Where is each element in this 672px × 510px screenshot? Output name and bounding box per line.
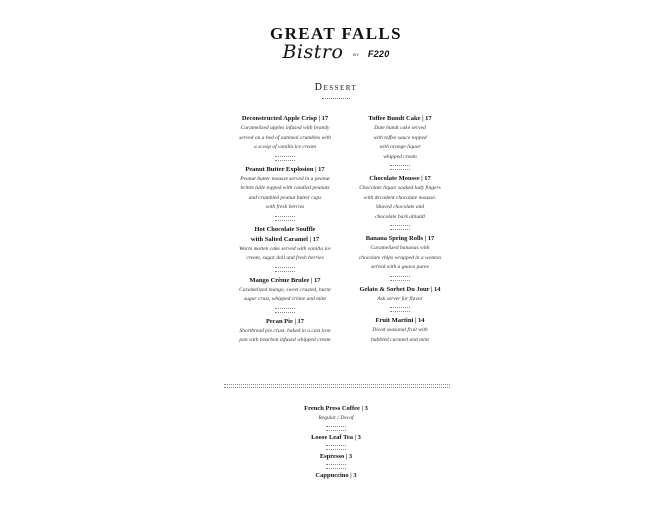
beverage-item: [236, 433, 436, 443]
item-divider: [390, 165, 410, 170]
item-description: Warm molten cake served with vanilla ice: [239, 245, 331, 252]
item-description: bubbled caramel and mint: [371, 336, 429, 343]
item-description: Chocolate liquor soaked lady fingers: [359, 185, 441, 191]
section-separator: [224, 384, 450, 388]
item-description: with decadent chocolate mousse.: [363, 194, 437, 201]
item-divider: [390, 276, 410, 281]
section-title: Dessert: [314, 82, 358, 93]
item-divider: [326, 426, 346, 431]
beverage-item: [236, 452, 436, 462]
item-description: Diced seasonal fruit with: [372, 327, 428, 333]
dessert-column-right: [340, 114, 460, 345]
menu-item: [340, 174, 460, 222]
item-description: with fresh berries: [265, 204, 305, 210]
item-name: with Salted Caramel | 17: [250, 235, 320, 243]
item-divider: [390, 225, 410, 230]
item-name: Chocolate Mousse | 17: [369, 175, 431, 182]
item-divider: [326, 445, 346, 450]
item-description: and crumbled peanut butter cups: [248, 194, 322, 201]
item-description: pan with bourbon infused whipped cream: [239, 337, 331, 343]
item-name: Cappuccino | 3: [315, 471, 357, 479]
logo-title: GREAT FALLS: [269, 24, 403, 43]
beverage-item: [236, 404, 436, 424]
item-description: Date bundt cake served: [374, 125, 426, 131]
item-description: Shortbread pie crust, baked in a cast iron: [239, 327, 331, 334]
item-description: with orange liquor: [379, 144, 421, 150]
item-name: Hot Chocolate Souffle: [254, 225, 316, 233]
beverage-list: [236, 404, 436, 481]
item-description: Caramelized mango, sweet crusted, burnt: [239, 286, 331, 293]
section-divider: [322, 98, 350, 99]
logo-subtitle: [0, 41, 672, 63]
item-description: chocolate bark ablutdl: [375, 213, 425, 220]
item-description: cream, sugar doll and fresh berries: [246, 255, 324, 261]
menu-item: [340, 316, 460, 345]
item-description: Ask server for flavor: [377, 295, 423, 302]
menu-item: [340, 285, 460, 305]
item-description: served on a bed of oatmeal crumbles with: [239, 134, 331, 141]
item-description: served with a guava puree: [371, 264, 429, 270]
item-divider: [275, 156, 295, 161]
item-description: a scoop of vanilla ice cream: [254, 144, 316, 150]
item-divider: [390, 307, 410, 312]
item-name: Espresso | 3: [319, 452, 353, 460]
item-description: Caramelized bananas with: [370, 245, 430, 251]
item-description: Peanut butter mousse served in a peanut: [240, 175, 330, 182]
item-name: Peanut Butter Explosion | 17: [245, 165, 325, 173]
item-divider: [275, 267, 295, 272]
item-name: Gelato & Sorbet Du Jour | 14: [359, 285, 441, 293]
item-divider: [275, 216, 295, 221]
menu-item: [340, 234, 460, 273]
restaurant-logo: [0, 24, 672, 63]
item-description: Caramelized apples infused with brandy: [240, 125, 330, 131]
menu-item: [340, 114, 460, 162]
item-name: Pecan Pie | 17: [265, 317, 305, 325]
item-divider: [326, 464, 346, 469]
beverage-item: [236, 471, 436, 481]
item-description: whipped cream: [383, 153, 417, 160]
item-name: Loose Leaf Tea | 3: [311, 433, 361, 441]
item-name: Toffee Bundt Cake | 17: [368, 115, 432, 122]
item-description: Regular / Decaf: [318, 415, 354, 421]
logo-by-text: BY: [352, 52, 360, 57]
item-description: Shaved chocolate and: [375, 204, 425, 210]
item-name: Mango Crème Brulee | 17: [249, 276, 321, 284]
logo-brand-text: F220: [367, 49, 390, 59]
item-name: Banana Spring Rolls | 17: [365, 235, 435, 242]
item-divider: [275, 308, 295, 313]
item-description: sugar crust, whipped crème and mint: [244, 296, 326, 302]
item-description: chocolate chips wrapped in a wonton: [358, 254, 442, 261]
item-name: Deconstructed Apple Crisp | 17: [241, 115, 329, 122]
item-name: French Press Coffee | 3: [304, 405, 368, 412]
item-description: brittle tulle topped with candied peanuts: [240, 185, 330, 191]
item-description: with toffee sauce topped: [373, 134, 427, 141]
item-name: Fruit Martini | 14: [375, 317, 425, 324]
logo-script-text: Bistro: [282, 41, 344, 63]
